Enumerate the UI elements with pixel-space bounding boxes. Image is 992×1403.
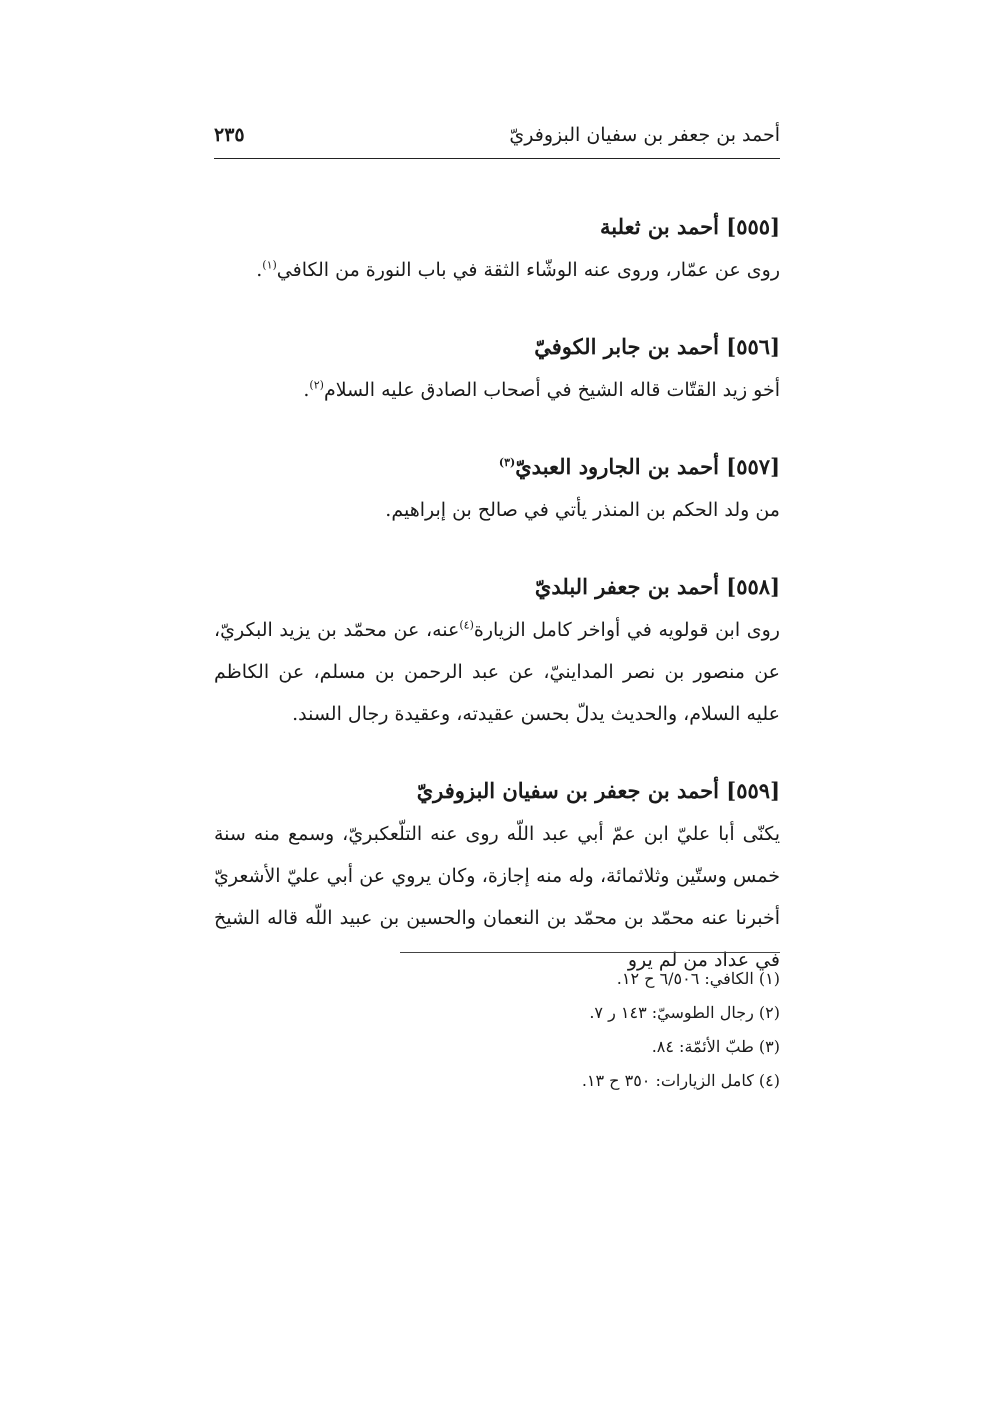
footnote-2: (٢) رجال الطوسيّ: ١٤٣ ر ٧. [589,1003,780,1022]
footnote-ref[interactable]: (٣) [498,456,516,469]
footnote-4: (٤) كامل الزيارات: ٣٥٠ ح ١٣. [581,1071,780,1090]
entry-tail: . [303,379,310,401]
entry-body-rest: عنه، عن محمّد بن يزيد البكريّ، عن منصور بن نصر المداينيّ، عن عبد الرحمن بن مسلم، عن الكاظم عليه السلام، والحديث يدلّ بحسن عقيدته، وعقيدة رجال السند. [214,619,780,725]
running-title: أحمد بن جعفر بن سفيان البزوفريّ [509,124,780,146]
entry-559 [214,769,780,981]
entry-text: يكنّى أبا عليّ ابن عمّ أبي عبد اللّه روى عنه التلّعكبريّ، وسمع منه سنة خمس وستّين وثلاثمائة، وله منه إجازة، وكان يروي عن أبي عليّ الأشعريّ أخبرنا عنه محمّد بن محمّد بن النعمان والحسين بن عبيد اللّه قاله الشيخ في عداد من لم يرو [214,823,780,971]
entry-title-wrap [214,445,780,489]
footnotes [214,962,780,1098]
page-number: ٢٣٥ [214,124,245,146]
entry-555 [214,205,780,291]
entry-title: [٥٥٥] أحمد بن ثعلبة [600,214,780,239]
footnote-1: (١) الكافي: ٦/٥٠٦ ح ١٢. [616,969,780,988]
running-header [214,118,780,159]
entry-556 [214,325,780,411]
footnote-ref[interactable]: (٤) [459,618,474,632]
entry-text [214,369,780,411]
entry-text [214,249,780,291]
entry-tail: . [256,259,263,281]
footnote-separator [400,952,780,953]
entry-text [214,609,780,735]
entry-body-start: روى ابن قولويه في أواخر كامل الزيارة [473,619,780,641]
entry-558 [214,565,780,735]
main-text [214,205,780,1015]
entry-body: أخو زيد القتّات قاله الشيخ في أصحاب الصادق عليه السلام [323,379,780,401]
entry-557 [214,445,780,531]
entry-text: من ولد الحكم بن المنذر يأتي في صالح بن إبراهيم. [385,499,780,521]
entry-body: روى عن عمّار، وروى عنه الوشّاء الثقة في باب النورة من الكافي [276,259,780,281]
entry-title: [٥٥٦] أحمد بن جابر الكوفيّ [534,334,780,359]
entry-title: [٥٥٩] أحمد بن جعفر بن سفيان البزوفريّ [416,778,780,803]
footnote-3: (٣) طبّ الأئمّة: ٨٤. [651,1037,780,1056]
entry-title: [٥٥٨] أحمد بن جعفر البلديّ [534,574,780,599]
footnote-ref[interactable]: (٢) [309,378,324,392]
entry-title: [٥٥٧] أحمد بن الجارود العبديّ [515,454,780,479]
footnote-ref[interactable]: (١) [262,258,277,272]
